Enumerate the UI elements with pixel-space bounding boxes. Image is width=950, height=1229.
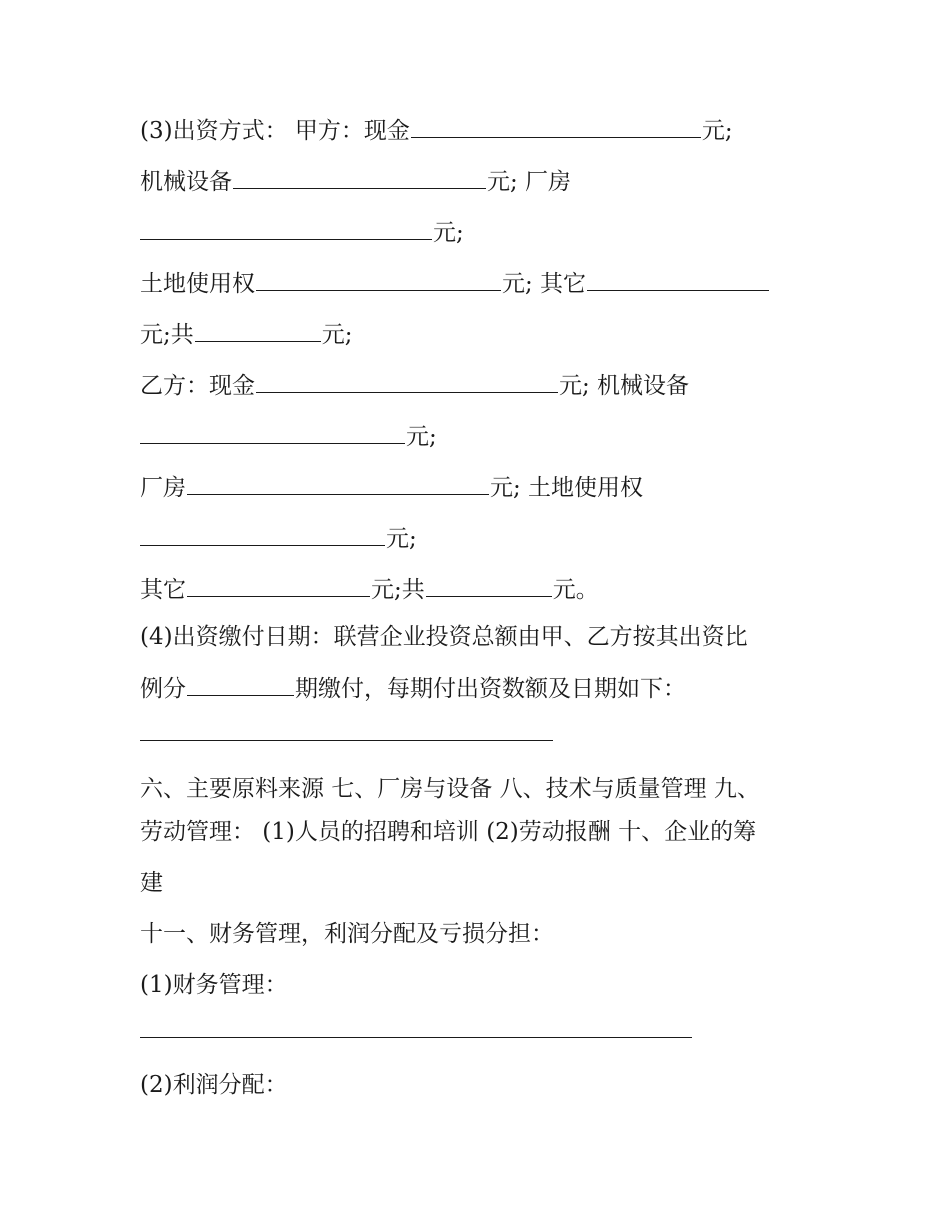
- payment-date-line: [140, 622, 748, 652]
- text-segment: (2)利润分配：: [140, 1072, 288, 1098]
- party-a-total-blank[interactable]: [195, 319, 321, 342]
- text-segment: (4)出资缴付日期：联营企业投资总额由甲、乙方按其出资比: [140, 624, 748, 650]
- text-segment: 元;共: [140, 322, 194, 348]
- profit-distribution-label: [140, 1070, 288, 1100]
- text-segment: 六、主要原料来源 七、厂房与设备 八、技术与质量管理 九、: [140, 776, 760, 802]
- text-segment: 元; 厂房: [487, 169, 572, 195]
- text-segment: 元;: [406, 424, 437, 450]
- text-segment: 元;: [433, 220, 464, 246]
- party-a-plant-blank[interactable]: [140, 217, 432, 240]
- financial-management-label: [140, 970, 288, 1000]
- text-segment: 例分: [140, 676, 186, 702]
- text-segment: 元;共: [371, 577, 425, 603]
- text-segment: 土地使用权: [140, 271, 255, 297]
- text-segment: 元; 其它: [502, 271, 587, 297]
- text-segment: 乙方：现金: [140, 373, 255, 399]
- text-segment: 十一、财务管理，利润分配及亏损分担：: [140, 921, 554, 947]
- party-b-other-blank[interactable]: [187, 574, 370, 597]
- text-segment: 劳动管理： (1)人员的招聘和培训 (2)劳动报酬 十、企业的筹: [140, 819, 757, 845]
- party-a-land-line: [140, 268, 770, 299]
- text-segment: 期缴付，每期付出资数额及日期如下：: [295, 676, 686, 702]
- party-a-other-blank[interactable]: [587, 268, 769, 291]
- text-segment: 元; 土地使用权: [490, 475, 644, 501]
- party-b-machinery-blank[interactable]: [140, 421, 405, 444]
- payment-schedule-blank[interactable]: [140, 740, 553, 741]
- party-a-machinery-blank[interactable]: [233, 166, 486, 189]
- text-segment: 其它: [140, 577, 186, 603]
- finance-heading: [140, 919, 554, 949]
- party-a-cash-blank[interactable]: [411, 115, 701, 138]
- party-a-total-line: [140, 319, 353, 350]
- party-b-plant-blank[interactable]: [187, 472, 489, 495]
- sections-line-2: [140, 817, 756, 847]
- text-segment: 元; 机械设备: [559, 373, 690, 399]
- text-segment: 机械设备: [140, 169, 232, 195]
- party-b-cash-blank[interactable]: [256, 370, 558, 393]
- sections-line-3: [140, 868, 163, 898]
- installments-blank[interactable]: [187, 673, 294, 696]
- party-b-machinery-line: [140, 421, 437, 452]
- party-b-total-blank[interactable]: [426, 574, 552, 597]
- text-segment: 厂房: [140, 475, 186, 501]
- party-b-cash-line: [140, 370, 689, 401]
- party-b-land-blank[interactable]: [140, 523, 385, 546]
- party-b-land-line: [140, 523, 417, 554]
- text-segment: 元;: [701, 118, 733, 144]
- sections-line-1: [140, 774, 760, 804]
- party-a-plant-line: [140, 217, 464, 248]
- party-b-plant-line: [140, 472, 643, 503]
- text-segment: 元。: [552, 577, 599, 603]
- party-b-other-line: [140, 574, 599, 605]
- text-segment: (1)财务管理：: [140, 972, 288, 998]
- text-segment: (3)出资方式： 甲方：现金: [140, 118, 410, 144]
- text-segment: 建: [140, 870, 163, 896]
- party-a-machinery-line: [140, 166, 571, 197]
- party-a-land-blank[interactable]: [256, 268, 501, 291]
- financial-management-blank[interactable]: [140, 1037, 692, 1038]
- contribution-method-line: [140, 115, 733, 146]
- text-segment: 元;: [321, 322, 353, 348]
- installments-line: [140, 673, 686, 704]
- text-segment: 元;: [386, 526, 417, 552]
